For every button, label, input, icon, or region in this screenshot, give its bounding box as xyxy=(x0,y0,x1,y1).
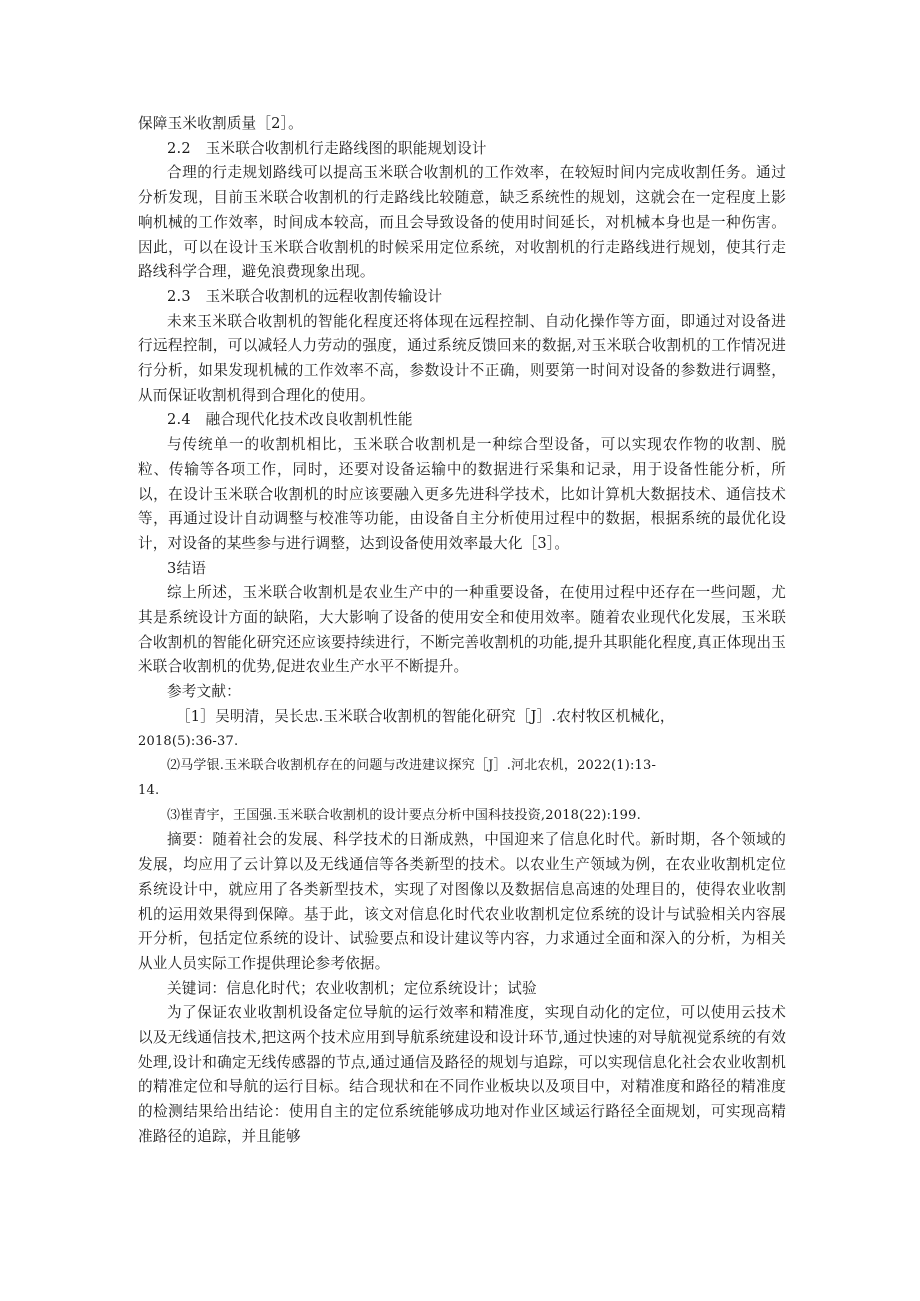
reference-3: ⑶崔青宇，王国强.玉米联合收割机的设计要点分析中国科技投资,2018(22):199. xyxy=(167,807,641,823)
section-heading-2-3: 2.3 玉米联合收割机的远程收割传输设计 xyxy=(167,287,443,305)
reference-1-line-2: 2018(5):36-37. xyxy=(138,733,239,749)
document-page xyxy=(138,112,786,1150)
paragraph-2-4: 与传统单一的收割机相比，玉米联合收割机是一种综合型设备，可以实现农作物的收割、脱粒、传输等各项工作，同时，还要对设备运输中的数据进行采集和记录，用于设备性能分析，所以，在设计玉米联合收割机的时应该要融入更多先进科学技术，比如计算机大数据技术、通信技术等，再通过设计自动调整与校准等功能，由设备自主分析使用过程中的数据，根据系统的最优化设计，对设备的某些参与进行调整，达到设备使用效率最大化［3］。 xyxy=(138,436,786,552)
abstract-paragraph: 摘要：随着社会的发展、科学技术的日渐成熟，中国迎来了信息化时代。新时期，各个领域的发展，均应用了云计算以及无线通信等各类新型的技术。以农业生产领域为例，在农业收割机定位系统设计中，就应用了各类新型技术，实现了对图像以及数据信息高速的处理目的，使得农业收割机的运用效果得到保障。基于此，该文对信息化时代农业收割机定位系统的设计与试验相关内容展开分析，包括定位系统的设计、试验要点和设计建议等内容，力求通过全面和深入的分析，为相关从业人员实际工作提供理论参考依据。 xyxy=(138,831,786,972)
keywords-line: 关键词：信息化时代；农业收割机；定位系统设计；试验 xyxy=(167,979,537,997)
section-heading-3: 3结语 xyxy=(167,559,207,577)
intro-paragraph: 为了保证农业收割机设备定位导航的运行效率和精准度，实现自动化的定位，可以使用云技术以及无线通信技术,把这两个技术应用到导航系统建设和设计环节,通过快速的对导航视觉系统的有效处理,设计和确定无线传感器的节点,通过通信及路径的规划与追踪，可以实现信息化社会农业收割机的精准定位和导航的运行目标。结合现状和在不同作业板块以及项目中，对精准度和路径的精准度的检测结果给出结论：使用自主的定位系统能够成功地对作业区域运行路径全面规划，可实现高精准路径的追踪，并且能够 xyxy=(138,1004,786,1145)
paragraph-conclusion: 综上所述，玉米联合收割机是农业生产中的一种重要设备，在使用过程中还存在一些问题，尤其是系统设计方面的缺陷，大大影响了设备的使用安全和使用效率。随着农业现代化发展，玉米联合收割机的智能化研究还应该要持续进行，不断完善收割机的功能,提升其职能化程度,真正体现出玉米联合收割机的优势,促进农业生产水平不断提升。 xyxy=(138,584,786,676)
paragraph-2-2: 合理的行走规划路线可以提高玉米联合收割机的工作效率，在较短时间内完成收割任务。通过分析发现，目前玉米联合收割机的行走路线比较随意，缺乏系统性的规划，这就会在一定程度上影响机械的工作效率，时间成本较高，而且会导致设备的使用时间延长，对机械本身也是一种伤害。因此，可以在设计玉米联合收割机的时候采用定位系统，对收割机的行走路线进行规划，使其行走路线科学合理，避免浪费现象出现。 xyxy=(138,164,786,281)
section-heading-2-4: 2.4 融合现代化技术改良收割机性能 xyxy=(167,411,413,429)
reference-1-line-1: ［1］吴明清，吴长忠.玉米联合收割机的智能化研究［J］.农村牧区机械化， xyxy=(176,707,675,725)
reference-2-line-2: 14. xyxy=(138,782,160,798)
section-heading-2-2: 2.2 玉米联合收割机行走路线图的职能规划设计 xyxy=(167,139,487,157)
paragraph-continuation: 保障玉米收割质量［2］。 xyxy=(138,115,303,132)
references-title: 参考文献： xyxy=(167,683,241,701)
paragraph-2-3: 未来玉米联合收割机的智能化程度还将体现在远程控制、自动化操作等方面，即通过对设备进行远程控制，可以减轻人力劳动的强度，通过系统反馈回来的数据,对玉米联合收割机的工作情况进行分析，如果发现机械的工作效率不高，参数设计不正确，则要第一时间对设备的参数进行调整，从而保证收割机得到合理化的使用。 xyxy=(138,312,786,404)
reference-2-line-1: ⑵马学银.玉米联合收割机存在的问题与改进建议探究［J］.河北农机，2022(1):13- xyxy=(167,758,657,774)
